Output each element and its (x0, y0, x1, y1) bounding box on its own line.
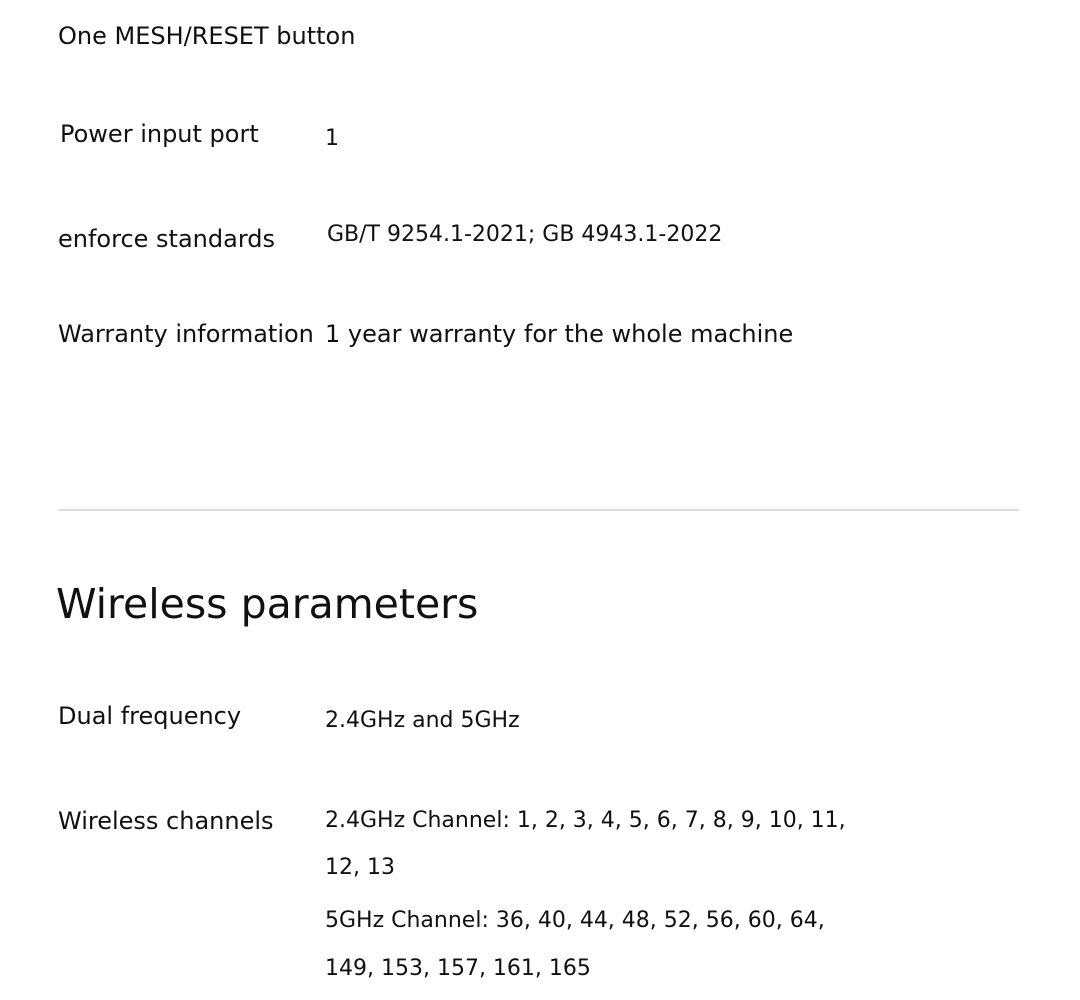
wireless-parameters-title: Wireless parameters (56, 580, 479, 628)
wireless-channels-line-3: 5GHz Channel: 36, 40, 44, 48, 52, 56, 60, 64, (325, 908, 825, 933)
enforce-standards-label: enforce standards (58, 225, 275, 253)
wireless-channels-line-1: 2.4GHz Channel: 1, 2, 3, 4, 5, 6, 7, 8, 9, 10, 11, (325, 808, 846, 833)
power-input-port-label: Power input port (60, 120, 259, 148)
mesh-reset-button-text: One MESH/RESET button (58, 22, 356, 50)
dual-frequency-value: 2.4GHz and 5GHz (325, 708, 520, 733)
wireless-channels-label: Wireless channels (58, 807, 274, 835)
enforce-standards-value: GB/T 9254.1-2021; GB 4943.1-2022 (327, 222, 723, 247)
wireless-channels-line-4: 149, 153, 157, 161, 165 (325, 956, 591, 981)
wireless-channels-line-2: 12, 13 (325, 855, 395, 880)
dual-frequency-label: Dual frequency (58, 702, 242, 730)
warranty-information-label: Warranty information (58, 320, 314, 348)
power-input-port-value: 1 (325, 126, 339, 151)
warranty-information-value: 1 year warranty for the whole machine (325, 320, 794, 348)
section-divider (58, 509, 1019, 511)
